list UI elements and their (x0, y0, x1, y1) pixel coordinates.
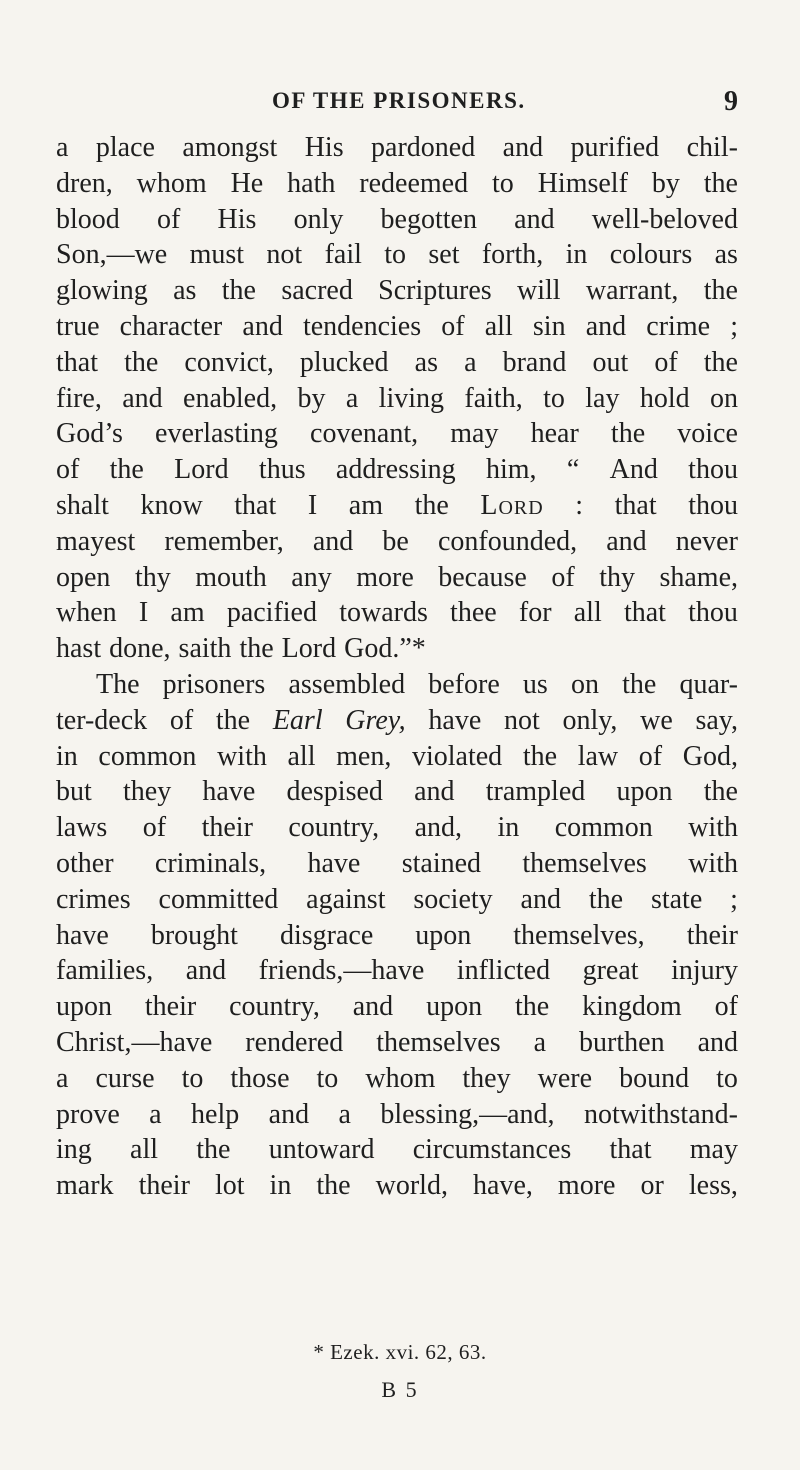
word: upon (616, 776, 673, 808)
word: of (551, 561, 575, 593)
word: warrant, (585, 275, 679, 307)
word: redeemed (359, 167, 469, 199)
word: Son,—we (56, 239, 168, 271)
word: voice (677, 418, 738, 450)
text-line (56, 166, 738, 202)
word: not (503, 704, 540, 736)
word: criminals, (154, 847, 267, 879)
word: families, (56, 955, 154, 987)
word: pardoned (371, 132, 476, 163)
word: Lord (174, 454, 229, 486)
word: hath (287, 167, 336, 199)
word: ; (730, 310, 738, 342)
word: brand (502, 346, 567, 378)
word: and (185, 955, 227, 987)
word: injury (671, 955, 738, 987)
word: a (533, 1026, 547, 1058)
running-head (56, 88, 738, 124)
word: thou (688, 597, 738, 629)
word: all (130, 1134, 159, 1166)
word: help (191, 1098, 240, 1130)
word: with (688, 812, 738, 844)
word: quar- (679, 668, 738, 700)
word: that (234, 489, 277, 521)
word: a (56, 1062, 69, 1094)
word: true (56, 310, 100, 342)
word: His (304, 132, 344, 163)
word: committed (158, 883, 279, 915)
word: hear (530, 418, 579, 450)
word: society (413, 883, 493, 915)
word: of (169, 704, 194, 736)
text-line (56, 882, 738, 918)
word: and (697, 1026, 738, 1058)
word: blessing,—and, (380, 1098, 555, 1130)
word: that (614, 489, 657, 521)
word: other (56, 847, 114, 879)
word: laws (56, 812, 108, 844)
word: remember, (164, 525, 284, 557)
word: Christ,—have (56, 1026, 213, 1058)
word: the (703, 346, 738, 378)
word: as (414, 346, 438, 378)
word: all (287, 740, 316, 772)
word: in (497, 812, 520, 844)
word: and, (414, 812, 462, 844)
text-line (56, 774, 738, 810)
word: their (144, 991, 197, 1023)
word: sacred (281, 275, 353, 307)
word: God.”* (344, 633, 426, 665)
word: forth, (481, 239, 544, 271)
word: the (610, 418, 646, 450)
word: tendencies (302, 310, 422, 342)
word: their (201, 812, 253, 844)
word: the (414, 489, 449, 521)
word: to (316, 1062, 339, 1094)
word: not (266, 239, 303, 271)
word: have (428, 704, 482, 736)
word: will (517, 275, 561, 307)
word: the (124, 346, 159, 378)
word: the (196, 1134, 231, 1166)
word: when (56, 597, 117, 629)
word: to (384, 239, 407, 271)
word: the (316, 1170, 351, 1202)
word: or (640, 1170, 664, 1202)
word: trampled (485, 776, 586, 808)
word: by (651, 167, 680, 199)
word: burthen (579, 1026, 665, 1058)
word: him, (486, 454, 537, 486)
word: Scriptures (378, 275, 492, 307)
text-line (56, 560, 738, 596)
text-line (56, 1061, 738, 1097)
word: shame, (659, 561, 738, 593)
word: on (709, 382, 738, 414)
page-number: 9 (724, 86, 738, 117)
word: ing (56, 1134, 92, 1166)
word: to (181, 1062, 204, 1094)
word: bound (619, 1062, 690, 1094)
text-line (56, 1097, 738, 1133)
word: country, (229, 991, 320, 1023)
word: purified (570, 132, 660, 163)
text-line (56, 488, 738, 524)
word: done, (109, 633, 171, 665)
word: the (522, 740, 558, 772)
word: and (312, 525, 354, 557)
word: am (170, 597, 205, 629)
word: God, (682, 740, 738, 772)
text-line (56, 667, 738, 703)
text-line (56, 309, 738, 345)
word: a (464, 346, 477, 378)
word: the (703, 776, 738, 808)
word: thy (599, 561, 635, 593)
word: thou (688, 489, 738, 521)
word: character (119, 310, 223, 342)
word: they (122, 776, 172, 808)
word: blood (56, 203, 120, 235)
word: the (703, 275, 738, 307)
word: be (382, 525, 409, 557)
word: ter-deck (56, 704, 148, 736)
word: those (230, 1062, 290, 1094)
word: state (650, 883, 703, 915)
word: kingdom (582, 991, 682, 1023)
word: disgrace (279, 919, 374, 951)
word: of (714, 991, 738, 1023)
text-line (56, 524, 738, 560)
word: set (428, 239, 460, 271)
text-line (56, 989, 738, 1025)
word: know (140, 489, 203, 521)
word: in (269, 1170, 292, 1202)
word: mark (56, 1170, 114, 1202)
word: for (518, 597, 552, 629)
text-line (56, 810, 738, 846)
word: despised (286, 776, 383, 808)
word: fire, (56, 382, 102, 414)
word: plucked (299, 346, 389, 378)
word: only (293, 203, 344, 235)
word: And (609, 454, 658, 486)
word: confounded, (437, 525, 578, 557)
word: circumstances (412, 1134, 572, 1166)
word: the (703, 167, 738, 199)
word: begotten (380, 203, 477, 235)
word: Earl (272, 704, 323, 736)
word: world, (375, 1170, 448, 1202)
word: brought (150, 919, 238, 951)
word: the (109, 454, 144, 486)
word: to (716, 1062, 738, 1094)
text-line (56, 595, 738, 631)
text-line (56, 1132, 738, 1168)
word: of (56, 454, 80, 486)
word: were (537, 1062, 593, 1094)
word: the (622, 668, 657, 700)
word: of (654, 346, 678, 378)
word: must (189, 239, 245, 271)
word: themselves, (513, 919, 645, 951)
word: upon (56, 991, 112, 1023)
word: the (215, 704, 251, 736)
word: I (307, 489, 318, 521)
word: a (56, 132, 69, 163)
word: and (352, 991, 394, 1023)
word: addressing (335, 454, 456, 486)
word: Himself (537, 167, 628, 199)
word: prove (56, 1098, 120, 1130)
word: and (122, 382, 163, 414)
word: may (689, 1134, 738, 1166)
word: thy (134, 561, 171, 593)
word: by (297, 382, 326, 414)
word: of (142, 812, 167, 844)
word: themselves (376, 1026, 501, 1058)
word: am (348, 489, 383, 521)
running-title: OF THE PRISONERS. (272, 88, 526, 113)
word: as (173, 275, 197, 307)
text-line (56, 130, 738, 166)
word: have, (473, 1170, 533, 1202)
word: curse (95, 1062, 155, 1094)
word: friends,—have (258, 955, 425, 987)
word: to (543, 382, 565, 414)
word: thus (258, 454, 306, 486)
word: rendered (245, 1026, 344, 1058)
word: open (56, 561, 111, 593)
word: only, (562, 704, 618, 736)
word: out (592, 346, 629, 378)
word: His (217, 203, 257, 235)
word: lay (585, 382, 620, 414)
word: faith, (464, 382, 523, 414)
word: great (582, 955, 639, 987)
word: everlasting (155, 418, 278, 450)
word: glowing (56, 275, 148, 307)
word: the (221, 275, 256, 307)
word: they (462, 1062, 511, 1094)
text-line (56, 739, 738, 775)
word: may (450, 418, 499, 450)
word: well-beloved (591, 203, 738, 235)
word: and (520, 883, 561, 915)
word: with (688, 847, 738, 879)
word: stained (401, 847, 482, 879)
word: living (378, 382, 445, 414)
word: hast (56, 633, 102, 665)
word: violated (411, 740, 503, 772)
word: a (149, 1098, 162, 1130)
word: convict, (184, 346, 274, 378)
word: the (588, 883, 624, 915)
word: dren, (56, 167, 113, 199)
word: a (345, 382, 359, 414)
word: thee (450, 597, 497, 629)
word: common (98, 740, 197, 772)
word: more (557, 1170, 616, 1202)
word: men, (336, 740, 392, 772)
word: enabled, (183, 382, 278, 414)
word: because (438, 561, 527, 593)
word: of (638, 740, 663, 772)
word: The (96, 668, 140, 700)
word: amongst (182, 132, 278, 163)
word: ; (730, 883, 738, 915)
word: whom (136, 167, 207, 199)
word: saith (178, 633, 232, 665)
word: of (441, 310, 465, 342)
word: God’s (56, 418, 123, 450)
text-line (56, 202, 738, 238)
word: whom (365, 1062, 436, 1094)
word: but (56, 776, 92, 808)
word: mayest (56, 525, 136, 557)
word: law (577, 740, 619, 772)
word: upon (426, 991, 483, 1023)
word: more (356, 561, 414, 593)
word: have (307, 847, 361, 879)
word: Lord (281, 633, 337, 665)
text-line (56, 416, 738, 452)
word: and (268, 1098, 310, 1130)
word: have (202, 776, 256, 808)
word: a (338, 1098, 351, 1130)
word: notwithstand- (583, 1098, 738, 1130)
word: and (606, 525, 647, 557)
word: thou (688, 454, 738, 486)
word: “ (566, 454, 580, 486)
word: their (138, 1170, 190, 1202)
text-line (56, 237, 738, 273)
word: us (522, 668, 548, 700)
word: with (217, 740, 267, 772)
text-line (56, 1025, 738, 1061)
word: that (609, 1134, 652, 1166)
word: towards (339, 597, 428, 629)
word: : (575, 489, 584, 521)
word: inflicted (456, 955, 551, 987)
word: against (306, 883, 386, 915)
word: colours (609, 239, 693, 271)
word: as (714, 239, 738, 271)
word: upon (415, 919, 472, 951)
word: in (56, 740, 78, 772)
word: hold (639, 382, 690, 414)
word: never (675, 525, 738, 557)
word: and (514, 203, 555, 235)
word: all (484, 310, 513, 342)
word: Lord (480, 489, 544, 521)
word: and (414, 776, 455, 808)
word: covenant, (310, 418, 419, 450)
word: that (623, 597, 666, 629)
text-line (56, 631, 738, 667)
word: shalt (56, 489, 109, 521)
word: common (554, 812, 653, 844)
word: to (492, 167, 514, 199)
body-text (56, 130, 738, 1204)
text-line (56, 918, 738, 954)
word: and (242, 310, 283, 342)
word: mouth (195, 561, 267, 593)
text-line (56, 273, 738, 309)
word: Grey, (345, 704, 406, 736)
word: place (95, 132, 155, 163)
signature-mark: B 5 (381, 1377, 419, 1402)
word: chil- (686, 132, 738, 163)
word: we (640, 704, 673, 736)
word: prisoners (162, 668, 266, 700)
word: crime (646, 310, 711, 342)
word: assembled (288, 668, 406, 700)
word: and (585, 310, 627, 342)
word: crimes (56, 883, 131, 915)
word: I (138, 597, 149, 629)
word: pacified (226, 597, 317, 629)
word: themselves (522, 847, 647, 879)
word: in (565, 239, 588, 271)
footnote: * Ezek. xvi. 62, 63. (313, 1340, 487, 1364)
word: of (156, 203, 181, 235)
word: the (239, 633, 274, 665)
word: lot (214, 1170, 245, 1202)
text-line (56, 953, 738, 989)
word: and (502, 132, 544, 163)
text-line (56, 381, 738, 417)
word: He (230, 167, 264, 199)
word: all (573, 597, 602, 629)
word: untoward (268, 1134, 375, 1166)
word: have (56, 919, 109, 951)
word: before (428, 668, 500, 700)
text-line (56, 846, 738, 882)
word: less, (688, 1170, 738, 1202)
word: fail (324, 239, 362, 271)
word: that (56, 346, 98, 378)
word: the (515, 991, 550, 1023)
word: sin (532, 310, 566, 342)
word: their (686, 919, 738, 951)
word: say, (695, 704, 738, 736)
text-line (56, 452, 738, 488)
text-line (56, 1168, 738, 1204)
word: country, (288, 812, 380, 844)
word: on (570, 668, 599, 700)
text-line (56, 345, 738, 381)
word: any (291, 561, 332, 593)
text-line (56, 703, 738, 739)
